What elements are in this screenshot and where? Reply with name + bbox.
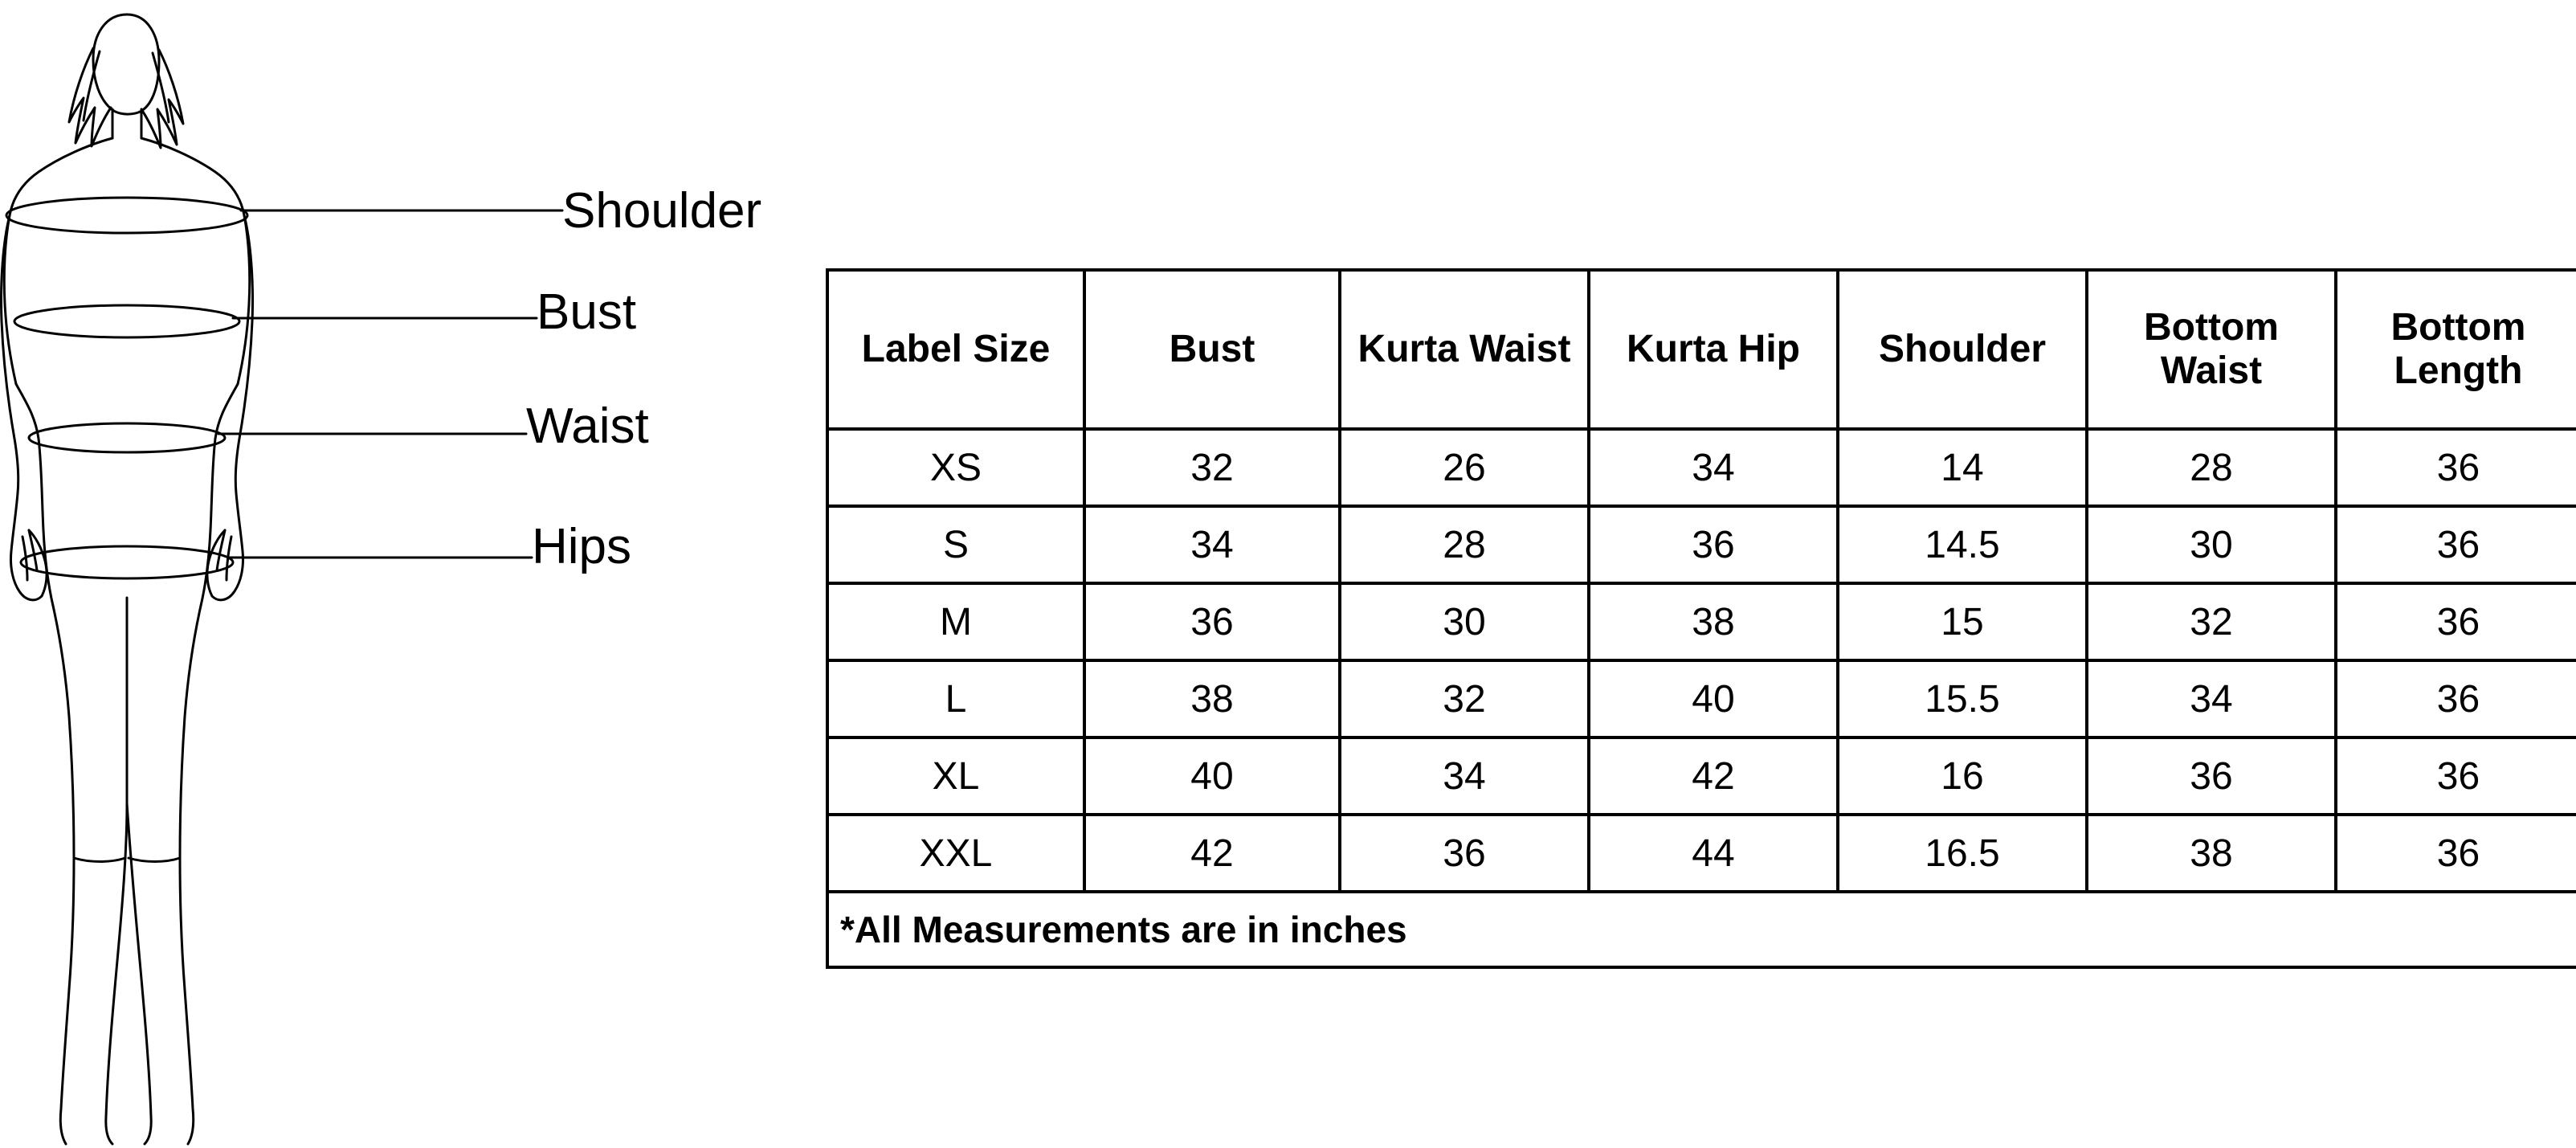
column-header-bust: Bust: [1084, 270, 1340, 429]
table-row: [827, 583, 2576, 660]
cell-kurta-hip: 40: [1589, 660, 1838, 737]
cell-shoulder: 14.5: [1838, 506, 2087, 583]
cell-bust: 40: [1084, 737, 1340, 815]
cell-size: M: [827, 583, 1084, 660]
cell-bust: 32: [1084, 429, 1340, 506]
cell-kurta-waist: 30: [1340, 583, 1589, 660]
cell-bust: 34: [1084, 506, 1340, 583]
cell-bottom-length: 36: [2336, 815, 2576, 892]
table-row: [827, 429, 2576, 506]
column-header-bottom-waist: Bottom Waist: [2087, 270, 2336, 429]
table-row: [827, 660, 2576, 737]
cell-kurta-waist: 34: [1340, 737, 1589, 815]
cell-bottom-length: 36: [2336, 660, 2576, 737]
table-row: [827, 506, 2576, 583]
cell-bottom-waist: 34: [2087, 660, 2336, 737]
cell-kurta-hip: 34: [1589, 429, 1838, 506]
cell-kurta-hip: 44: [1589, 815, 1838, 892]
size-chart-panel: [826, 268, 2547, 969]
cell-shoulder: 15.5: [1838, 660, 2087, 737]
cell-bottom-waist: 28: [2087, 429, 2336, 506]
table-row: [827, 815, 2576, 892]
female-figure-illustration: [0, 0, 876, 1148]
column-header-label-size: Label Size: [827, 270, 1084, 429]
cell-shoulder: 14: [1838, 429, 2087, 506]
cell-shoulder: 16: [1838, 737, 2087, 815]
callout-label-bust: Bust: [537, 284, 637, 340]
column-header-bottom-length: Bottom Length: [2336, 270, 2576, 429]
column-header-shoulder: Shoulder: [1838, 270, 2087, 429]
table-footnote-row: [827, 892, 2576, 967]
cell-kurta-waist: 28: [1340, 506, 1589, 583]
cell-shoulder: 16.5: [1838, 815, 2087, 892]
column-header-kurta-waist: Kurta Waist: [1340, 270, 1589, 429]
size-chart-table: [826, 268, 2576, 969]
body-diagram-panel: [0, 0, 876, 1148]
cell-bottom-waist: 36: [2087, 737, 2336, 815]
cell-bottom-waist: 38: [2087, 815, 2336, 892]
column-header-kurta-hip: Kurta Hip: [1589, 270, 1838, 429]
cell-kurta-hip: 42: [1589, 737, 1838, 815]
cell-kurta-waist: 36: [1340, 815, 1589, 892]
cell-bust: 36: [1084, 583, 1340, 660]
cell-bottom-waist: 32: [2087, 583, 2336, 660]
cell-bottom-length: 36: [2336, 429, 2576, 506]
cell-size: XXL: [827, 815, 1084, 892]
callout-label-shoulder: Shoulder: [562, 183, 762, 239]
cell-kurta-hip: 38: [1589, 583, 1838, 660]
table-header-row: [827, 270, 2576, 429]
cell-shoulder: 15: [1838, 583, 2087, 660]
cell-bottom-waist: 30: [2087, 506, 2336, 583]
cell-size: L: [827, 660, 1084, 737]
cell-kurta-waist: 26: [1340, 429, 1589, 506]
cell-bottom-length: 36: [2336, 583, 2576, 660]
cell-bottom-length: 36: [2336, 506, 2576, 583]
cell-size: XL: [827, 737, 1084, 815]
callout-label-hips: Hips: [532, 519, 632, 574]
cell-bottom-length: 36: [2336, 737, 2576, 815]
measurement-units-note: *All Measurements are in inches: [827, 892, 2576, 967]
callout-label-waist: Waist: [526, 398, 649, 454]
table-row: [827, 737, 2576, 815]
cell-kurta-waist: 32: [1340, 660, 1589, 737]
cell-kurta-hip: 36: [1589, 506, 1838, 583]
cell-size: XS: [827, 429, 1084, 506]
cell-bust: 38: [1084, 660, 1340, 737]
cell-size: S: [827, 506, 1084, 583]
cell-bust: 42: [1084, 815, 1340, 892]
